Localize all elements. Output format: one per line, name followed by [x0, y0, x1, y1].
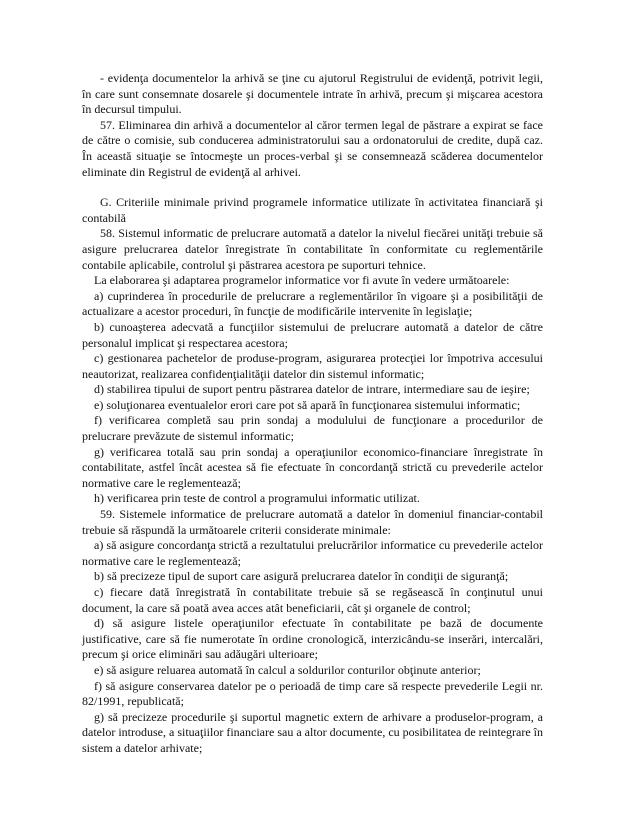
list-item-59-d: d) să asigure listele operaţiunilor efectuate în contabilitate pe bază de documente justificative, care să fie numerotate în ordine cronologică, interzicându-se inserări, intercalări, precum şi orice eliminări sau adăugări ulterioare;: [82, 616, 543, 662]
paragraph-59: 59. Sistemele informatice de prelucrare automată a datelor în domeniul financiar-contabil trebuie să răspundă la următoarele criterii considerate minimale:: [82, 507, 543, 537]
list-item-59-a: a) să asigure concordanţa strictă a rezultatului prelucrărilor informatice cu prevederile actelor normative care le reglementează;: [82, 538, 543, 568]
list-item-59-f: f) să asigure conservarea datelor pe o perioadă de timp care să respecte prevederile Legii nr. 82/1991, republicată;: [82, 678, 543, 709]
list-item-59-b: b) să precizeze tipul de suport care asigură prelucrarea datelor în condiţii de siguranţă;: [94, 569, 509, 584]
list-item-58-b: b) cunoaşterea adecvată a funcţiilor sistemului de prelucrare automată a datelor de către personalul implicat şi respectarea acestora;: [82, 319, 543, 350]
paragraph-57: 57. Eliminarea din arhivă a documentelor al căror termen legal de păstrare a expirat se face de către o comisie, sub conducerea administratorului sau a ordonatorului de credite, după caz. În această situaţie se întocmeşte un proces-verbal şi se consemnează scăderea documentelor eliminate din Registrul de evidenţă al arhivei.: [82, 117, 543, 179]
paragraph-58: 58. Sistemul informatic de prelucrare automată a datelor la nivelul fiecărei unităţi trebuie să asigure prelucrarea datelor înregistrate în contabilitate în conformitate cu reglementările contabile aplicabile, controlul şi păstrarea acestora pe suporturi tehnice.: [82, 226, 543, 272]
paragraph-archive-evidence: - evidenţa documentelor la arhivă se ţine cu ajutorul Registrului de evidenţă, potrivit legii, în care sunt consemnate dosarele şi documentele intrate în arhivă, precum şi mişcarea acestora în decursul timpului.: [82, 71, 543, 117]
list-item-58-c: c) gestionarea pachetelor de produse-program, asigurarea protecţiei lor împotriva accesului neautorizat, realizarea confidenţialităţii datelor din sistemul informatic;: [82, 351, 543, 381]
paragraph-58-intro: La elaborarea şi adaptarea programelor informatice vor fi avute în vedere următoarele:: [94, 273, 510, 288]
list-item-58-d: d) stabilirea tipului de suport pentru păstrarea datelor de intrare, intermediare sau de ieşire;: [94, 382, 530, 397]
section-heading-g: G. Criteriile minimale privind programele informatice utilizate în activitatea financiară şi contabilă: [82, 195, 543, 225]
list-item-58-a: a) cuprinderea în procedurile de prelucrare a reglementărilor în vigoare şi a posibilităţii de actualizare a acestor proceduri, în funcţie de modificările intervenite în legislaţie;: [82, 288, 543, 319]
list-item-59-g: g) să precizeze procedurile şi suportul magnetic extern de arhivare a produselor-program, a datelor introduse, a situaţiilor financiare sau a altor documente, cu posibilitatea de reintegrare în sistem a datelor arhivate;: [82, 709, 543, 755]
list-item-58-f: f) verificarea completă sau prin sondaj a modulului de funcţionare a procedurilor de prelucrare prevăzute de sistemul informatic;: [82, 413, 543, 444]
list-item-59-c: c) fiecare dată înregistrată în contabilitate trebuie să se regăsească în conţinutul unui document, la care să poată avea acces atât beneficiarii, cât şi organele de control;: [82, 585, 543, 615]
list-item-58-g: g) verificarea totală sau prin sondaj a operaţiunilor economico-financiare înregistrate în contabilitate, astfel încât acestea să fie efectuate în concordanţă strictă cu prevederile actelor normative care le reglementează;: [82, 444, 543, 490]
document-body: [82, 71, 543, 757]
list-item-59-e: e) să asigure reluarea automată în calcul a soldurilor conturilor obţinute anterior;: [94, 662, 481, 677]
list-item-58-e: e) soluţionarea eventualelor erori care pot să apară în funcţionarea sistemului informatic;: [94, 397, 521, 412]
list-item-58-h: h) verificarea prin teste de control a programului informatic utilizat.: [94, 491, 420, 506]
